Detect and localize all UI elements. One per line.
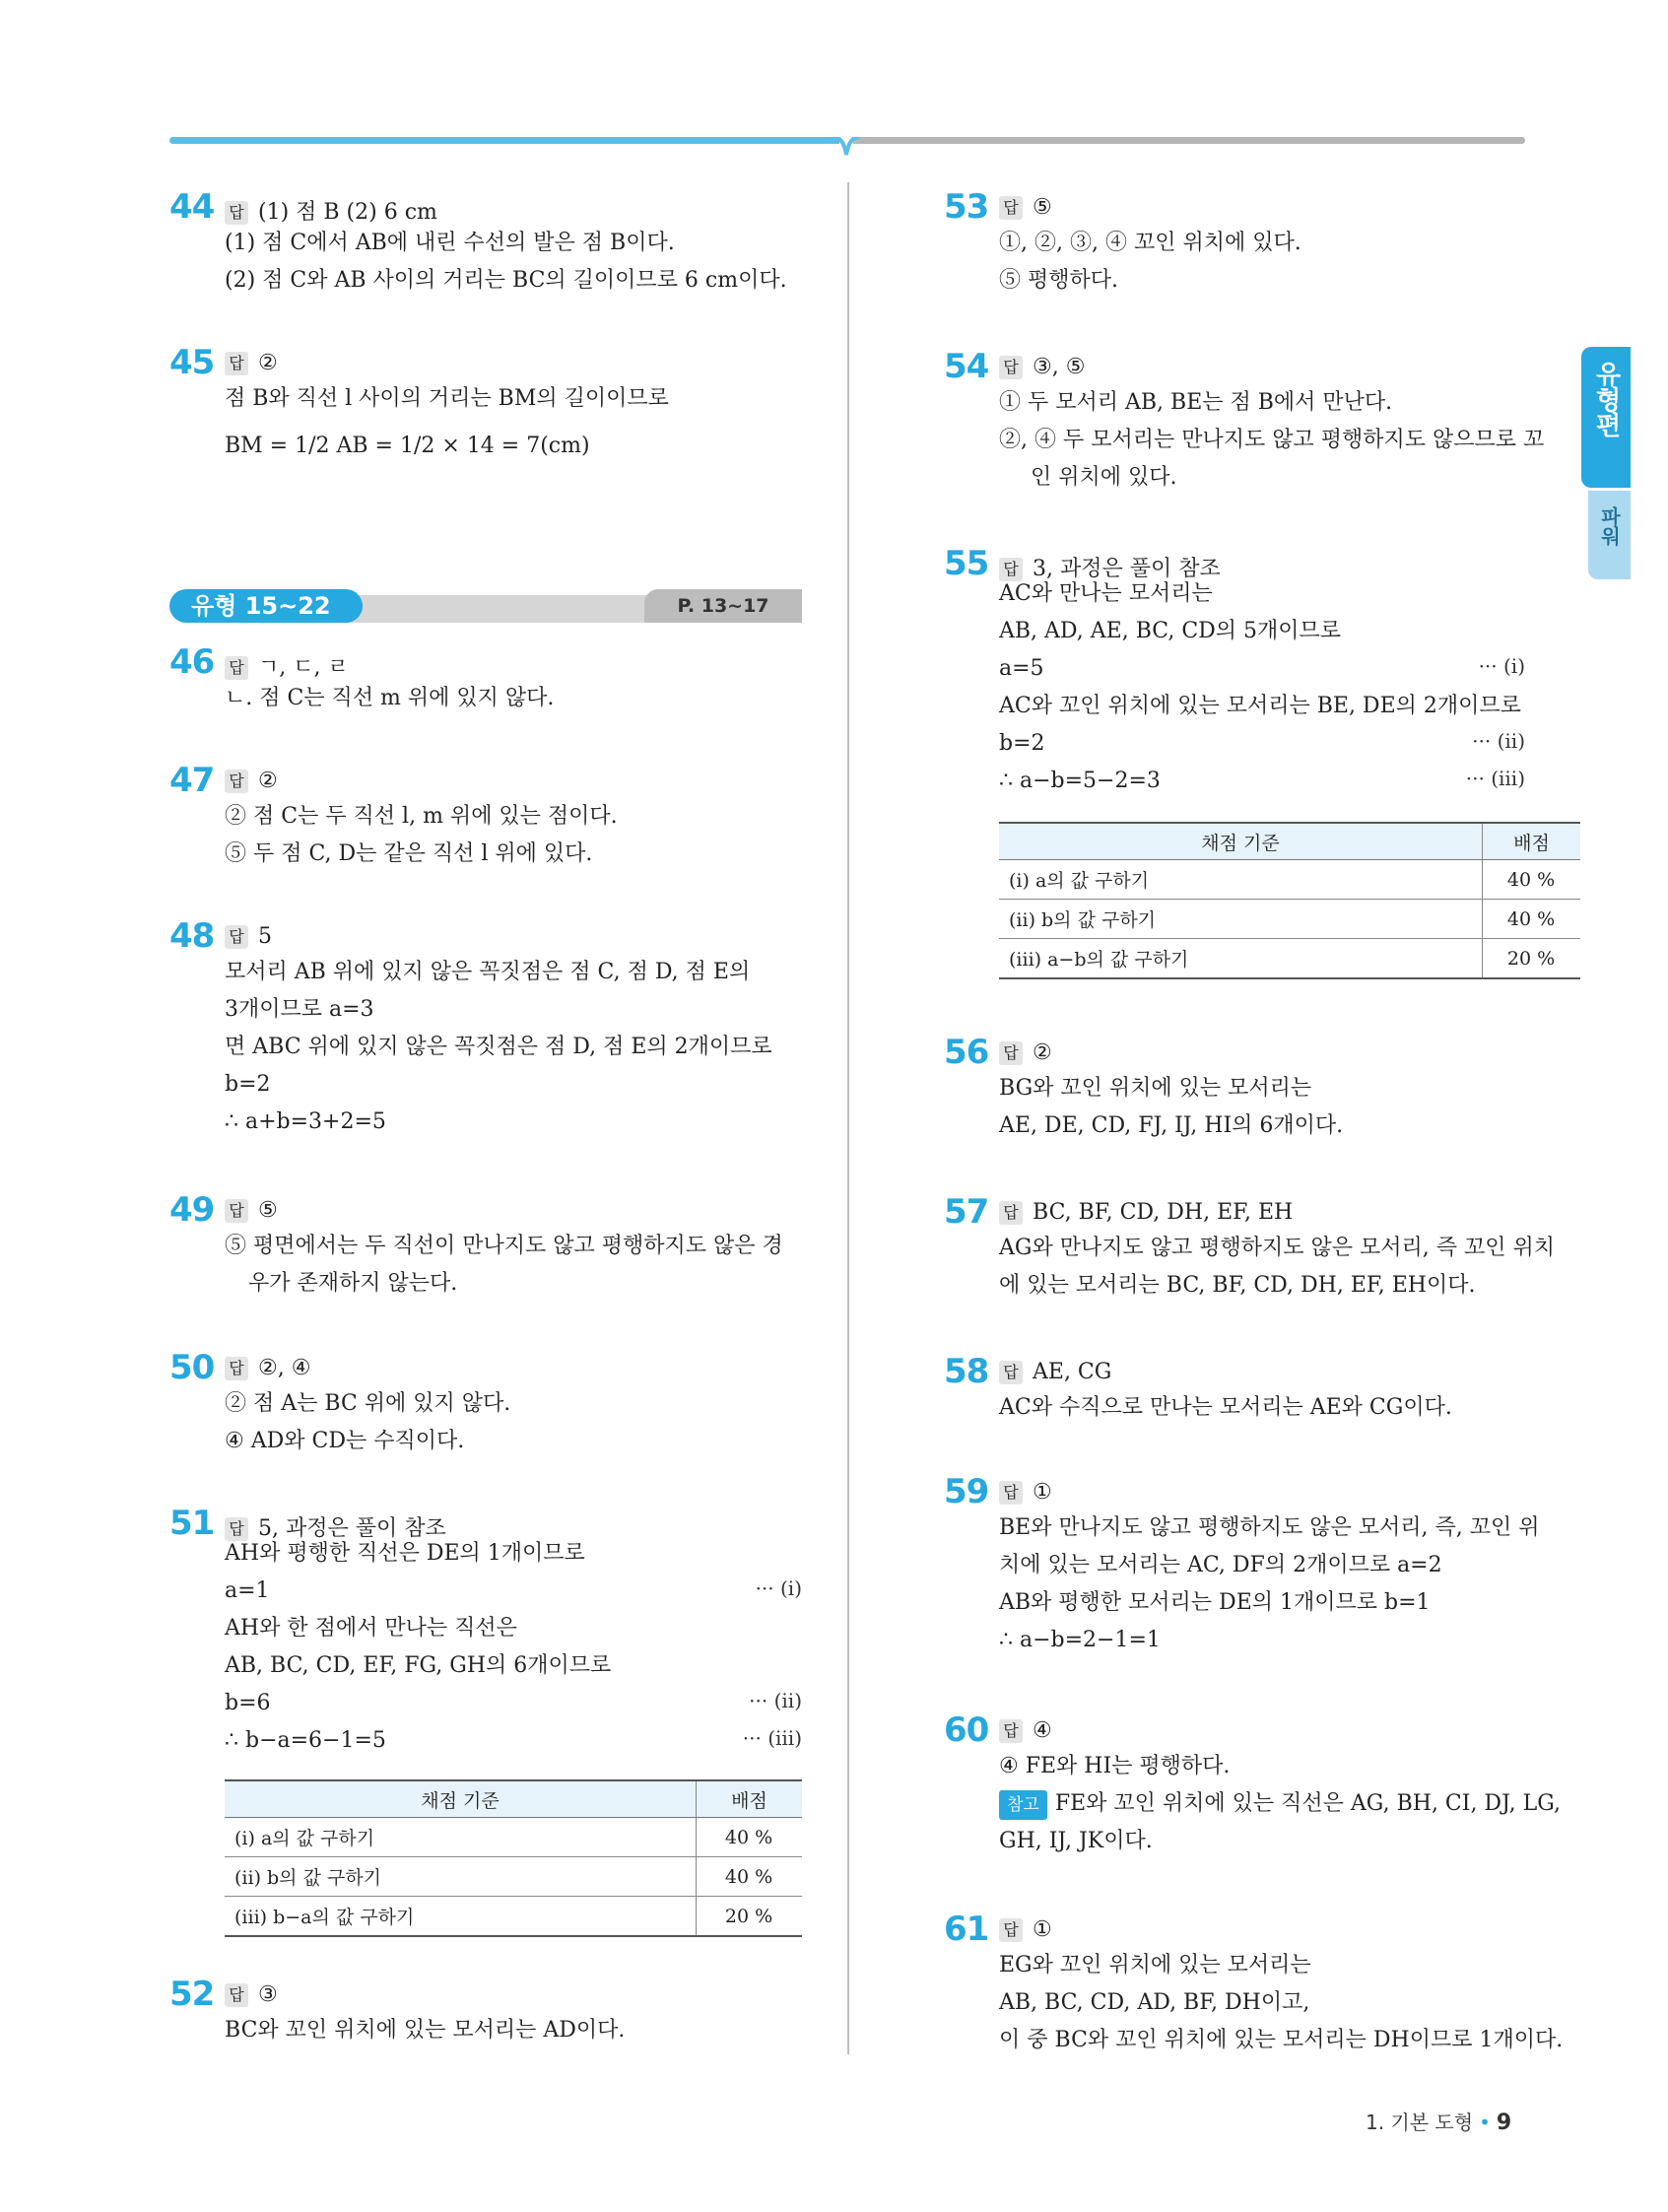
answer-text: 5 [258, 924, 272, 949]
answer-badge: 답 [225, 1357, 248, 1380]
table-cell: (iii) b−a의 값 구하기 [225, 1897, 697, 1937]
step-tag: ··· (i) [755, 1576, 802, 1600]
problem-number: 59 [944, 1472, 989, 1511]
solution-line: 이 중 BC와 꼬인 위치에 있는 모서리는 DH이므로 1개이다. [999, 2028, 1564, 2052]
problem-60 [944, 1710, 1561, 1868]
answer-text: ②, ④ [258, 1356, 311, 1380]
table-row [999, 939, 1580, 979]
answer [999, 195, 1052, 220]
answer-text: ② [258, 769, 278, 793]
answer-text: ⑤ [1033, 195, 1052, 220]
answer [999, 355, 1085, 379]
problem-44 [169, 187, 802, 305]
answer-text: ㄱ, ㄷ, ㄹ [258, 655, 349, 680]
table-header: 배점 [1483, 823, 1581, 860]
solution-line: ②, ④ 두 모서리는 만나지도 않고 평행하지도 않으므로 꼬 [999, 428, 1545, 452]
table-header: 채점 기준 [999, 823, 1483, 860]
step-tag: ··· (iii) [1465, 767, 1525, 790]
table-row [225, 1818, 802, 1857]
answer-text: AE, CG [1033, 1360, 1112, 1384]
solution-line: ② 점 C는 두 직선 l, m 위에 있는 점이다. [225, 804, 618, 829]
footer-bullet: • [1479, 2111, 1491, 2134]
table-header: 채점 기준 [225, 1780, 697, 1818]
table-cell: (iii) a−b의 값 구하기 [999, 939, 1483, 979]
problem-number: 47 [169, 761, 215, 800]
solution-line: ④ AD와 CD는 수직이다. [225, 1429, 465, 1453]
solution-line: ∴ a+b=3+2=5 [225, 1109, 386, 1134]
answer [999, 1718, 1052, 1743]
answer [225, 1982, 278, 2007]
problem-50 [169, 1348, 802, 1466]
answer-text: BC, BF, CD, DH, EF, EH [1033, 1200, 1294, 1225]
problem-number: 60 [944, 1710, 989, 1750]
table-cell: 40 % [697, 1857, 803, 1897]
solution-line: ② 점 A는 BC 위에 있지 않다. [225, 1391, 511, 1416]
solution-line: (1) 점 C에서 AB에 내린 수선의 발은 점 B이다. [225, 231, 675, 255]
solution-line: ∴ a−b=5−2=3 [999, 769, 1161, 793]
problem-55 [944, 544, 1556, 987]
answer-badge: 답 [225, 1983, 248, 2007]
solution-line: 우가 존재하지 않는다. [248, 1271, 458, 1296]
header-notch [834, 137, 859, 159]
answer-badge: 답 [999, 1361, 1023, 1384]
answer-badge: 답 [225, 352, 248, 375]
side-tab-main[interactable] [1581, 347, 1631, 488]
problem-61 [944, 1910, 1564, 2057]
page-number: 9 [1496, 2111, 1512, 2135]
solution-line: ① 두 모서리 AB, BE는 점 B에서 만난다. [999, 390, 1393, 415]
answer [225, 924, 272, 949]
table-cell: (i) a의 값 구하기 [999, 860, 1483, 900]
side-tab-main-label: 유형편 [1591, 361, 1621, 437]
answer-text: 3, 과정은 풀이 참조 [1033, 557, 1221, 581]
answer-badge: 답 [999, 196, 1023, 220]
answer-text: ④ [1033, 1718, 1052, 1743]
answer-badge: 답 [999, 356, 1023, 379]
solution-line: b=6 [225, 1691, 271, 1715]
table-cell: 40 % [1483, 860, 1581, 900]
table-cell: 20 % [1483, 939, 1581, 979]
side-tab-sub[interactable] [1588, 491, 1631, 579]
table-cell: 40 % [1483, 900, 1581, 939]
problem-number: 57 [944, 1192, 989, 1232]
answer [225, 650, 349, 681]
header-rule-right [853, 137, 1525, 144]
problem-45 [169, 343, 802, 481]
table-row [999, 860, 1580, 900]
table-cell: (ii) b의 값 구하기 [225, 1857, 697, 1897]
answer-text: ② [258, 351, 278, 375]
solution-line: 점 B와 직선 l 사이의 거리는 BM의 길이이므로 [225, 386, 669, 411]
problem-number: 44 [169, 187, 215, 227]
answer [225, 1198, 278, 1223]
solution-line: 인 위치에 있다. [1031, 465, 1177, 490]
solution-line: ⑤ 두 점 C, D는 같은 직선 l 위에 있다. [225, 841, 593, 866]
answer-badge: 답 [225, 1199, 248, 1223]
answer [225, 195, 437, 226]
solution-line: BG와 꼬인 위치에 있는 모서리는 [999, 1076, 1312, 1101]
problem-58 [944, 1352, 1525, 1431]
problem-49 [169, 1190, 802, 1308]
solution-line: GH, IJ, JK이다. [999, 1829, 1153, 1853]
answer-badge: 답 [225, 201, 248, 225]
problem-46 [169, 642, 802, 721]
problem-number: 56 [944, 1033, 989, 1072]
solution-line: AC와 만나는 모서리는 [999, 581, 1213, 606]
solution-line: AB, AD, AE, BC, CD의 5개이므로 [999, 619, 1342, 643]
solution-line: BE와 만나지도 않고 평행하지도 않은 모서리, 즉, 꼬인 위 [999, 1515, 1540, 1540]
problem-number: 48 [169, 916, 215, 956]
solution-line: AH와 평행한 직선은 DE의 1개이므로 [225, 1541, 585, 1566]
side-tab-sub-label: 파워 [1597, 506, 1622, 546]
problem-51 [169, 1504, 802, 1937]
reference-badge: 참고 [999, 1790, 1047, 1820]
problem-number: 61 [944, 1910, 989, 1949]
table-cell: 20 % [697, 1897, 803, 1937]
problem-number: 53 [944, 187, 989, 227]
answer-text: 5, 과정은 풀이 참조 [258, 1516, 446, 1541]
problem-number: 50 [169, 1348, 215, 1387]
problem-number: 49 [169, 1190, 215, 1230]
table-row [225, 1857, 802, 1897]
solution-line: ④ FE와 HI는 평행하다. [999, 1754, 1231, 1778]
table-cell: 40 % [697, 1818, 803, 1857]
column-divider [847, 182, 849, 2054]
solution-line: b=2 [999, 731, 1045, 756]
answer-badge: 답 [225, 656, 248, 680]
solution-line: ⑤ 평행하다. [999, 268, 1118, 293]
answer [999, 1360, 1111, 1384]
solution-line [999, 1789, 1561, 1820]
answer-text: ③ [258, 1982, 278, 2007]
category-pages: P. 13~17 [644, 589, 802, 623]
step-tag: ··· (i) [1478, 654, 1525, 678]
table-header: 배점 [697, 1780, 803, 1818]
scoring-table [225, 1779, 802, 1937]
table-cell: (i) a의 값 구하기 [225, 1818, 697, 1857]
solution-line: AG와 만나지도 않고 평행하지도 않은 모서리, 즉 꼬인 위치 [999, 1236, 1555, 1260]
solution-line: AH와 한 점에서 만나는 직선은 [225, 1616, 517, 1641]
problem-number: 52 [169, 1975, 215, 2014]
answer [225, 351, 278, 375]
problem-number: 54 [944, 347, 989, 386]
solution-line: 면 ABC 위에 있지 않은 꼭짓점은 점 D, 점 E의 2개이므로 [225, 1035, 772, 1059]
answer-text: ② [1033, 1040, 1052, 1065]
answer [999, 1200, 1293, 1225]
step-tag: ··· (ii) [749, 1689, 802, 1712]
answer-badge: 답 [999, 1918, 1023, 1942]
problem-56 [944, 1033, 1525, 1151]
answer [225, 769, 278, 793]
answer [999, 1480, 1052, 1505]
problem-number: 51 [169, 1504, 215, 1543]
problem-48 [169, 916, 802, 1153]
answer-badge: 답 [999, 1719, 1023, 1743]
table-row [999, 900, 1580, 939]
solution-line: ⑤ 평면에서는 두 직선이 만나지도 않고 평행하지도 않은 경 [225, 1234, 783, 1258]
problem-number: 45 [169, 343, 215, 382]
problem-number: 46 [169, 642, 215, 682]
solution-line: b=2 [225, 1072, 271, 1097]
answer-text: (1) 점 B (2) 6 cm [258, 200, 437, 225]
solution-line: 모서리 AB 위에 있지 않은 꼭짓점은 점 C, 점 D, 점 E의 [225, 960, 751, 984]
solution-line: 치에 있는 모서리는 AC, DF의 2개이므로 a=2 [999, 1553, 1442, 1577]
answer-badge: 답 [999, 1041, 1023, 1065]
solution-line: ∴ b−a=6−1=5 [225, 1728, 386, 1753]
solution-line: ㄴ. 점 C는 직선 m 위에 있지 않다. [225, 686, 555, 710]
answer [999, 1917, 1052, 1942]
problem-47 [169, 761, 802, 879]
problem-57 [944, 1192, 1555, 1310]
solution-line: AC와 수직으로 만나는 모서리는 AE와 CG이다. [999, 1395, 1452, 1420]
answer-badge: 답 [999, 1201, 1023, 1225]
answer-badge: 답 [999, 558, 1023, 581]
answer-badge: 답 [999, 1481, 1023, 1505]
problem-59 [944, 1472, 1540, 1669]
problem-54 [944, 347, 1545, 504]
scoring-table [999, 822, 1580, 979]
table-row [225, 1897, 802, 1937]
header-rule-left [169, 137, 839, 144]
solution-line: ①, ②, ③, ④ 꼬인 위치에 있다. [999, 231, 1301, 255]
answer [999, 1040, 1052, 1065]
solution-line: EG와 꼬인 위치에 있는 모서리는 [999, 1953, 1311, 1977]
problem-number: 55 [944, 544, 989, 583]
solution-line: AB와 평행한 모서리는 DE의 1개이므로 b=1 [999, 1590, 1431, 1615]
answer-text: ① [1033, 1480, 1052, 1505]
solution-line: (2) 점 C와 AB 사이의 거리는 BC의 길이이므로 6 cm이다. [225, 268, 787, 293]
page-footer [1366, 2107, 1511, 2135]
category-title: 유형 15~22 [169, 589, 363, 623]
solution-line: AB, BC, CD, AD, BF, DH이고, [999, 1990, 1310, 2015]
solution-line: ∴ a−b=2−1=1 [999, 1628, 1161, 1652]
problem-52 [169, 1975, 802, 2053]
solution-line: 에 있는 모서리는 BC, BF, CD, DH, EF, EH이다. [999, 1273, 1476, 1298]
answer [225, 1356, 310, 1380]
solution-line: a=5 [999, 656, 1044, 681]
solution-line: a=1 [225, 1578, 270, 1603]
solution-line: AC와 꼬인 위치에 있는 모서리는 BE, DE의 2개이므로 [999, 694, 1521, 718]
solution-line: BC와 꼬인 위치에 있는 모서리는 AD이다. [225, 2018, 626, 2043]
step-tag: ··· (ii) [1472, 729, 1525, 753]
category-header [169, 589, 802, 623]
answer [999, 552, 1221, 582]
answer-badge: 답 [225, 1517, 248, 1541]
solution-line: 3개이므로 a=3 [225, 997, 374, 1022]
answer-badge: 답 [225, 770, 248, 793]
answer-text: ① [1033, 1917, 1052, 1942]
step-tag: ··· (iii) [742, 1726, 802, 1750]
problem-number: 58 [944, 1352, 989, 1391]
reference-text: FE와 꼬인 위치에 있는 직선은 AG, BH, CI, DJ, LG, [1054, 1791, 1561, 1816]
solution-line: BM = 1/2 AB = 1/2 × 14 = 7(cm) [225, 434, 590, 458]
problem-53 [944, 187, 1525, 305]
solution-line: AB, BC, CD, EF, FG, GH의 6개이므로 [225, 1653, 612, 1678]
answer-text: ⑤ [258, 1198, 278, 1223]
chapter-title: 1. 기본 도형 [1366, 2111, 1474, 2134]
answer [225, 1511, 446, 1542]
table-cell: (ii) b의 값 구하기 [999, 900, 1483, 939]
answer-text: ③, ⑤ [1033, 355, 1086, 379]
solution-line: AE, DE, CD, FJ, IJ, HI의 6개이다. [999, 1113, 1344, 1138]
answer-badge: 답 [225, 925, 248, 949]
